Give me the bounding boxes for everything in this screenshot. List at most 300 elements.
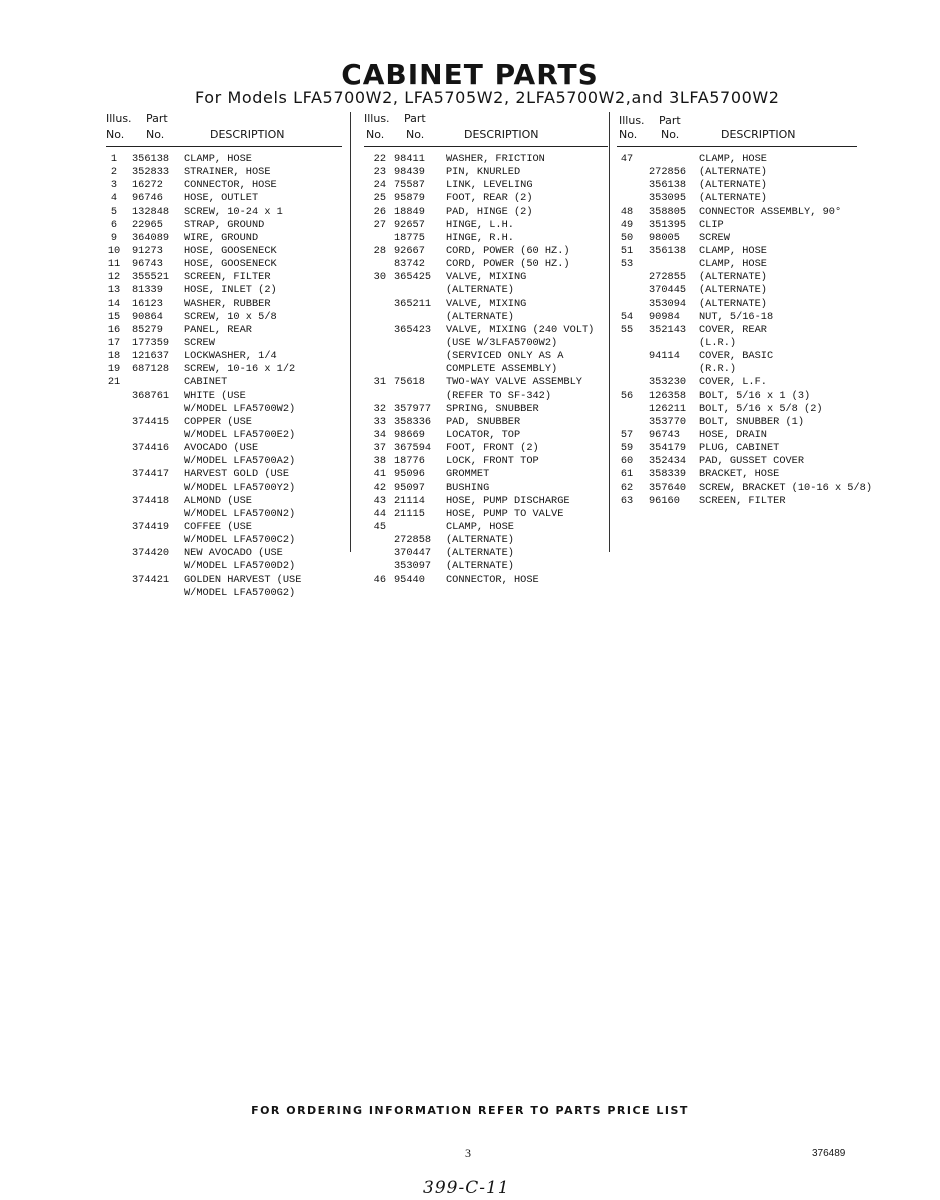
table-row [364, 560, 608, 573]
part-description: HOSE, PUMP TO VALVE [446, 507, 564, 520]
table-row [617, 166, 857, 179]
part-description: BOLT, 5/16 x 5/8 (2) [699, 402, 823, 415]
table-row [617, 153, 857, 166]
document-number: 376489 [812, 1148, 846, 1159]
table-row [617, 206, 857, 219]
table-row [106, 298, 342, 311]
part-description: W/MODEL LFA5700A2) [184, 455, 296, 468]
part-number: 357640 [649, 481, 687, 494]
table-row [364, 166, 608, 179]
part-number: 374421 [132, 573, 170, 586]
part-description: (SERVICED ONLY AS A [446, 350, 564, 363]
part-description: (ALTERNATE) [446, 560, 514, 573]
part-description: W/MODEL LFA5700E2) [184, 428, 296, 441]
part-description: GOLDEN HARVEST (USE [184, 573, 302, 586]
part-description: FOOT, FRONT (2) [446, 442, 539, 455]
part-description: (ALTERNATE) [699, 284, 767, 297]
part-number: 22965 [132, 218, 163, 231]
part-description: PIN, KNURLED [446, 166, 521, 179]
part-description: FOOT, REAR (2) [446, 192, 533, 205]
part-number: 16272 [132, 179, 163, 192]
illus-number: 18 [107, 350, 121, 363]
part-number: 367594 [394, 442, 432, 455]
part-number: 365425 [394, 271, 432, 284]
table-row [617, 429, 857, 442]
part-number: 98439 [394, 166, 425, 179]
table-row [106, 284, 342, 297]
table-row [106, 521, 342, 534]
table-row [106, 324, 342, 337]
part-number: 374415 [132, 415, 170, 428]
table-row [106, 376, 342, 389]
part-description: WASHER, RUBBER [184, 297, 271, 310]
part-number: 75618 [394, 376, 425, 389]
table-row [364, 206, 608, 219]
part-number: 358336 [394, 415, 432, 428]
table-row [364, 258, 608, 271]
illus-number: 54 [620, 310, 634, 323]
part-description: HOSE, DRAIN [699, 428, 767, 441]
part-description: WASHER, FRICTION [446, 153, 545, 165]
table-row [364, 403, 608, 416]
part-number: 85279 [132, 323, 163, 336]
part-description: SCREW, 10 x 5/8 [184, 310, 277, 323]
table-row [364, 429, 608, 442]
column-divider [609, 112, 610, 552]
part-description: GROMMET [446, 468, 490, 481]
part-number: 21115 [394, 507, 425, 520]
table-row [617, 403, 857, 416]
part-number: 353230 [649, 376, 687, 389]
table-row [106, 547, 342, 560]
part-number: 370447 [394, 547, 432, 560]
part-description: HARVEST GOLD (USE [184, 468, 290, 481]
table-row [617, 442, 857, 455]
part-description: CORD, POWER (50 HZ.) [446, 258, 570, 271]
table-row [364, 521, 608, 534]
part-description: COVER, BASIC [699, 350, 774, 363]
table-row [617, 179, 857, 192]
part-description: PAD, HINGE (2) [446, 205, 533, 218]
part-number: 356138 [649, 244, 687, 257]
part-description: COFFEE (USE [184, 520, 252, 533]
part-description: WIRE, GROUND [184, 231, 259, 244]
illus-number: 42 [373, 481, 386, 494]
table-row [106, 429, 342, 442]
part-description: VALVE, MIXING [446, 297, 527, 310]
table-row [364, 416, 608, 429]
column-header [364, 112, 608, 147]
table-row [617, 376, 857, 389]
part-number: 132848 [132, 205, 170, 218]
part-number: 96743 [132, 258, 163, 271]
part-description: (REFER TO SF-342) [446, 389, 552, 402]
table-row [106, 442, 342, 455]
illus-number: 3 [110, 179, 118, 192]
table-row [617, 311, 857, 324]
part-description: CLAMP, HOSE [184, 153, 252, 165]
part-description: PANEL, REAR [184, 323, 252, 336]
illus-number: 55 [620, 323, 634, 336]
part-number: 92667 [394, 244, 425, 257]
illus-number: 26 [373, 205, 386, 218]
table-row [617, 468, 857, 481]
table-row [106, 258, 342, 271]
part-number: 358339 [649, 468, 687, 481]
table-row [617, 232, 857, 245]
part-description: (ALTERNATE) [446, 284, 514, 297]
part-description: HOSE, GOOSENECK [184, 244, 277, 257]
table-row [106, 455, 342, 468]
table-row [364, 337, 608, 350]
part-description: HOSE, INLET (2) [184, 284, 277, 297]
part-description: LOCKWASHER, 1/4 [184, 350, 277, 363]
table-row [106, 192, 342, 205]
illus-number: 48 [620, 205, 634, 218]
table-row [106, 179, 342, 192]
part-description: LOCATOR, TOP [446, 428, 521, 441]
table-row [364, 495, 608, 508]
part-description: BOLT, 5/16 x 1 (3) [699, 389, 811, 402]
part-description: (ALTERNATE) [699, 297, 767, 310]
table-row [617, 284, 857, 297]
part-number: 121637 [132, 350, 170, 363]
table-row [617, 258, 857, 271]
table-row [364, 508, 608, 521]
table-row [617, 245, 857, 258]
table-row [106, 482, 342, 495]
parts-column-3 [617, 112, 873, 508]
part-description: W/MODEL LFA5700D2) [184, 560, 296, 573]
part-description: (ALTERNATE) [446, 310, 514, 323]
table-row [617, 219, 857, 232]
part-number: 95879 [394, 192, 425, 205]
illus-number: 38 [373, 455, 386, 468]
table-row [106, 495, 342, 508]
part-description: SCREEN, FILTER [699, 494, 786, 507]
part-description: VALVE, MIXING (240 VOLT) [446, 323, 595, 336]
illus-number: 30 [373, 271, 386, 284]
illus-number: 15 [107, 310, 121, 323]
part-number: 126211 [649, 402, 687, 415]
table-row [617, 350, 857, 363]
part-number: 355521 [132, 271, 170, 284]
part-description: COVER, REAR [699, 323, 767, 336]
table-row [106, 232, 342, 245]
part-description: CLAMP, HOSE [699, 258, 767, 271]
description-label: DESCRIPTION [464, 128, 539, 141]
part-number: 351395 [649, 218, 687, 231]
part-description: CONNECTOR, HOSE [184, 179, 277, 192]
illus-number: 16 [107, 323, 121, 336]
part-label: Part [659, 114, 681, 127]
handwritten-note: 399-C-11 [423, 1178, 510, 1198]
column-divider [350, 112, 351, 552]
part-number: 18775 [394, 231, 425, 244]
part-description: CABINET [184, 376, 228, 389]
part-description: HOSE, OUTLET [184, 192, 259, 205]
table-row [106, 219, 342, 232]
table-row [106, 363, 342, 376]
part-description: CLAMP, HOSE [699, 244, 767, 257]
part-number: 358805 [649, 205, 687, 218]
illus-number: 47 [620, 153, 634, 165]
table-row [364, 324, 608, 337]
part-description: CLIP [699, 218, 724, 231]
table-row [364, 271, 608, 284]
table-row [617, 495, 857, 508]
illus-number: 9 [110, 231, 118, 244]
part-number: 374416 [132, 442, 170, 455]
illus-number: 2 [110, 166, 118, 179]
illus-number: 13 [107, 284, 121, 297]
illus-number: 49 [620, 218, 634, 231]
part-description: (ALTERNATE) [446, 534, 514, 547]
table-row [106, 416, 342, 429]
table-row [106, 574, 342, 587]
part-description: SCREW, 10-24 x 1 [184, 205, 283, 218]
part-description: PAD, GUSSET COVER [699, 455, 805, 468]
part-number: 95096 [394, 468, 425, 481]
illus-number: 43 [373, 494, 386, 507]
table-row [106, 390, 342, 403]
illus-number: 57 [620, 428, 634, 441]
part-description: W/MODEL LFA5700N2) [184, 507, 296, 520]
part-number: 90864 [132, 310, 163, 323]
part-description: NEW AVOCADO (USE [184, 547, 283, 560]
part-description: (L.R.) [699, 336, 737, 349]
description-label: DESCRIPTION [210, 128, 285, 141]
part-description: HOSE, PUMP DISCHARGE [446, 494, 570, 507]
page-title: CABINET PARTS [341, 58, 599, 91]
part-number: 21114 [394, 494, 425, 507]
illus-number: 50 [620, 231, 634, 244]
table-row [106, 587, 342, 600]
part-description: BRACKET, HOSE [699, 468, 780, 481]
part-description: SCREW, 10-16 x 1/2 [184, 363, 296, 376]
part-number: 18776 [394, 455, 425, 468]
column-header [617, 112, 857, 147]
part-number: 91273 [132, 244, 163, 257]
table-row [364, 284, 608, 297]
table-row [364, 455, 608, 468]
table-row [364, 363, 608, 376]
table-row [364, 153, 608, 166]
part-description: LINK, LEVELING [446, 179, 533, 192]
part-description: COPPER (USE [184, 415, 252, 428]
illus-number: 60 [620, 455, 634, 468]
table-row [617, 416, 857, 429]
table-row [364, 574, 608, 587]
part-number: 353095 [649, 192, 687, 205]
part-description: (R.R.) [699, 363, 737, 376]
table-row [364, 179, 608, 192]
part-number: 352143 [649, 323, 687, 336]
illus-number: 22 [373, 153, 386, 165]
table-row [617, 455, 857, 468]
part-description: SCREW [699, 231, 730, 244]
part-number: 96160 [649, 494, 680, 507]
table-row [106, 153, 342, 166]
illus-number: 4 [110, 192, 118, 205]
table-row [106, 311, 342, 324]
part-no-label: No. [146, 128, 165, 141]
part-number: 83742 [394, 258, 425, 271]
illus-no-label: No. [106, 128, 125, 141]
part-description: HOSE, GOOSENECK [184, 258, 277, 271]
part-description: PLUG, CABINET [699, 442, 780, 455]
table-row [106, 560, 342, 573]
part-label: Part [146, 112, 168, 125]
table-row [364, 468, 608, 481]
table-row [364, 442, 608, 455]
part-number: 95097 [394, 481, 425, 494]
illus-label: Illus. [106, 112, 132, 125]
part-number: 353094 [649, 297, 687, 310]
part-number: 18849 [394, 205, 425, 218]
table-row [106, 337, 342, 350]
part-label: Part [404, 112, 426, 125]
table-row [364, 192, 608, 205]
part-description: BOLT, SNUBBER (1) [699, 415, 805, 428]
part-number: 356138 [649, 179, 687, 192]
part-description: W/MODEL LFA5700W2) [184, 402, 296, 415]
table-row [617, 481, 873, 495]
illus-number: 37 [373, 442, 386, 455]
part-description: (USE W/3LFA5700W2) [446, 336, 558, 349]
illus-number: 44 [373, 507, 386, 520]
part-number: 374417 [132, 468, 170, 481]
illus-number: 11 [107, 258, 121, 271]
part-number: 353770 [649, 415, 687, 428]
part-number: 272856 [649, 166, 687, 179]
part-description: SCREW, BRACKET (10-16 x 5/8) [699, 481, 873, 494]
illus-number: 33 [373, 415, 386, 428]
illus-number: 56 [620, 389, 634, 402]
part-description: NUT, 5/16-18 [699, 310, 774, 323]
illus-number: 1 [110, 153, 118, 165]
table-row [106, 350, 342, 363]
illus-label: Illus. [619, 114, 645, 127]
table-row [106, 508, 342, 521]
part-description: (ALTERNATE) [446, 547, 514, 560]
illus-number: 21 [107, 376, 121, 389]
illus-number: 34 [373, 428, 386, 441]
part-number: 374419 [132, 520, 170, 533]
table-row [617, 298, 857, 311]
illus-number: 28 [373, 244, 386, 257]
part-number: 687128 [132, 363, 170, 376]
part-number: 95440 [394, 573, 425, 586]
table-row [364, 298, 608, 311]
illus-label: Illus. [364, 112, 390, 125]
table-row [364, 390, 608, 403]
part-description: W/MODEL LFA5700Y2) [184, 481, 296, 494]
table-row [617, 363, 857, 376]
description-label: DESCRIPTION [721, 128, 796, 141]
part-description: CONNECTOR, HOSE [446, 573, 539, 586]
part-number: 365211 [394, 297, 432, 310]
parts-column-2 [364, 112, 608, 587]
illus-number: 10 [107, 244, 121, 257]
ordering-note: FOR ORDERING INFORMATION REFER TO PARTS PRICE LIST [251, 1104, 689, 1117]
illus-number: 17 [107, 336, 121, 349]
part-number: 272858 [394, 534, 432, 547]
illus-number: 53 [620, 258, 634, 271]
part-description: SCREW [184, 336, 215, 349]
table-row [106, 534, 342, 547]
part-number: 365423 [394, 323, 432, 336]
part-number: 352434 [649, 455, 687, 468]
illus-number: 63 [620, 494, 634, 507]
illus-number: 31 [373, 376, 386, 389]
part-description: (ALTERNATE) [699, 271, 767, 284]
illus-no-label: No. [366, 128, 385, 141]
illus-number: 61 [620, 468, 634, 481]
part-description: BUSHING [446, 481, 490, 494]
part-number: 177359 [132, 336, 170, 349]
illus-number: 23 [373, 166, 386, 179]
part-description: CORD, POWER (60 HZ.) [446, 244, 570, 257]
part-number: 96746 [132, 192, 163, 205]
parts-column-1 [106, 112, 342, 600]
illus-no-label: No. [619, 128, 638, 141]
part-number: 98669 [394, 428, 425, 441]
illus-number: 51 [620, 244, 634, 257]
part-description: W/MODEL LFA5700G2) [184, 586, 296, 599]
illus-number: 24 [373, 179, 386, 192]
part-description: (ALTERNATE) [699, 192, 767, 205]
table-row [106, 271, 342, 284]
table-row [364, 534, 608, 547]
part-number: 368761 [132, 389, 170, 402]
table-row [106, 403, 342, 416]
part-description: AVOCADO (USE [184, 442, 259, 455]
illus-number: 19 [107, 363, 121, 376]
parts-list [106, 153, 342, 600]
page-number: 3 [465, 1146, 471, 1160]
part-description: CONNECTOR ASSEMBLY, 90° [699, 205, 842, 218]
part-description: (ALTERNATE) [699, 179, 767, 192]
illus-number: 6 [110, 218, 118, 231]
part-no-label: No. [661, 128, 680, 141]
table-row [364, 232, 608, 245]
part-number: 98411 [394, 153, 425, 165]
table-row [106, 206, 342, 219]
illus-number: 62 [620, 481, 634, 494]
table-row [364, 245, 608, 258]
part-number: 352833 [132, 166, 170, 179]
part-number: 354179 [649, 442, 687, 455]
part-number: 96743 [649, 428, 680, 441]
table-row [364, 311, 608, 324]
illus-number: 27 [373, 218, 386, 231]
table-row [364, 376, 608, 389]
illus-number: 12 [107, 271, 121, 284]
illus-number: 46 [373, 573, 386, 586]
part-description: W/MODEL LFA5700C2) [184, 534, 296, 547]
part-description: SCREEN, FILTER [184, 271, 271, 284]
part-description: CLAMP, HOSE [699, 153, 767, 165]
part-description: (ALTERNATE) [699, 166, 767, 179]
part-description: LOCK, FRONT TOP [446, 455, 539, 468]
part-description: HINGE, L.H. [446, 218, 514, 231]
parts-list [617, 153, 873, 508]
part-number: 90984 [649, 310, 680, 323]
table-row [617, 337, 857, 350]
column-header [106, 112, 342, 147]
table-row [364, 547, 608, 560]
